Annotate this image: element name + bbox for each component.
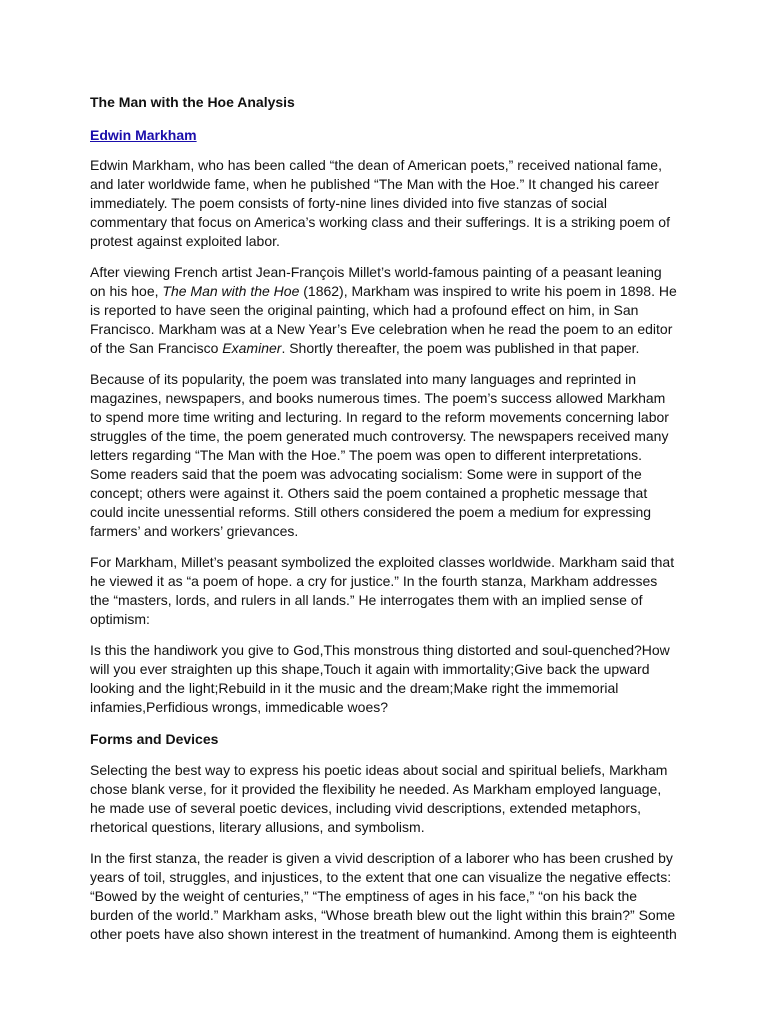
paragraph-millet bbox=[90, 263, 680, 358]
paragraph-forms-text: Selecting the best way to express his poetic ideas about social and spiritual beliefs, Markham chose blank verse, for it provided the flexibility he needed. As Markham employed language, he made use of several poetic devices, including vivid descriptions, extended metaphors, rhetorical questions, literary allusions, and symbolism. bbox=[90, 762, 668, 835]
painting-title: The Man with the Hoe bbox=[162, 283, 300, 299]
paragraph-symbolism-text: For Markham, Millet’s peasant symbolized the exploited classes worldwide. Markham said that he viewed it as “a poem of hope. a cry for justice.” In the fourth stanza, Markham addresses the “masters, lords, and rulers in all lands.” He interrogates them with an implied sense of optimism: bbox=[90, 554, 675, 627]
poem-quote-text: Is this the handiwork you give to God,This monstrous thing distorted and soul-quenched?How will you ever straighten up this shape,Touch it again with immortality;Give back the upward looking and the light;Rebuild in it the music and the dream;Make right the immemorial infamies,Perfidious wrongs, immedicable woes? bbox=[90, 642, 670, 715]
section-heading-forms: Forms and Devices bbox=[90, 731, 219, 747]
document-title: The Man with the Hoe Analysis bbox=[90, 94, 295, 110]
newspaper-title: Examiner bbox=[222, 340, 282, 356]
paragraph-symbolism bbox=[90, 553, 680, 629]
poem-quote bbox=[90, 641, 680, 717]
paragraph-popularity bbox=[90, 370, 680, 541]
paragraph-popularity-text: Because of its popularity, the poem was translated into many languages and reprinted in magazines, newspapers, and books numerous times. The poem’s success allowed Markham to spend more time writing and lecturing. In regard to the reform movements concerning labor struggles of the time, the poem generated much controversy. The newspapers received many letters regarding “The Man with the Hoe.” The poem was open to different interpretations. Some readers said that the poem was advocating socialism: Some were in support of the concept; others were against it. Others said the poem contained a prophetic message that could incite unessential reforms. Still others considered the poem a medium for expressing farmers’ and workers’ grievances. bbox=[90, 371, 669, 539]
paragraph-forms bbox=[90, 761, 680, 837]
paragraph-first-stanza-text: In the first stanza, the reader is given a vivid description of a laborer who has been crushed by years of toil, struggles, and injustices, to the extent that one can visualize the negative effects: “Bowed by the weight of centuries,” “The emptiness of ages in his face,” “on his back the burden of the world.” Markham asks, “Whose breath blew out the light within this brain?” Some other poets have also shown interest in the treatment of humankind. Among them is eighteenth bbox=[90, 850, 677, 942]
document-page bbox=[90, 92, 680, 956]
paragraph-intro-text: Edwin Markham, who has been called “the dean of American poets,” received national fame, and later worldwide fame, when he published “The Man with the Hoe.” It changed his career immediately. The poem consists of forty-nine lines divided into five stanzas of social commentary that focus on America’s working class and their sufferings. It is a striking poem of protest against exploited labor. bbox=[90, 157, 670, 249]
paragraph-millet-text-b: (1862), Markham was inspired to write his poem in 1898. He is reported to have seen the original painting, which had a profound effect on him, in San Francisco. Markham was at a New Year’s Eve celebration when he read the poem to an editor of the San Francisco bbox=[90, 283, 677, 356]
paragraph-millet-text-c: . Shortly thereafter, the poem was published in that paper. bbox=[281, 340, 640, 356]
paragraph-millet-text-a: After viewing French artist Jean-François Millet’s world-famous painting of a peasant leaning on his hoe, bbox=[90, 264, 662, 299]
author-link[interactable]: Edwin Markham bbox=[90, 127, 197, 143]
paragraph-first-stanza bbox=[90, 849, 680, 944]
paragraph-intro bbox=[90, 156, 680, 251]
